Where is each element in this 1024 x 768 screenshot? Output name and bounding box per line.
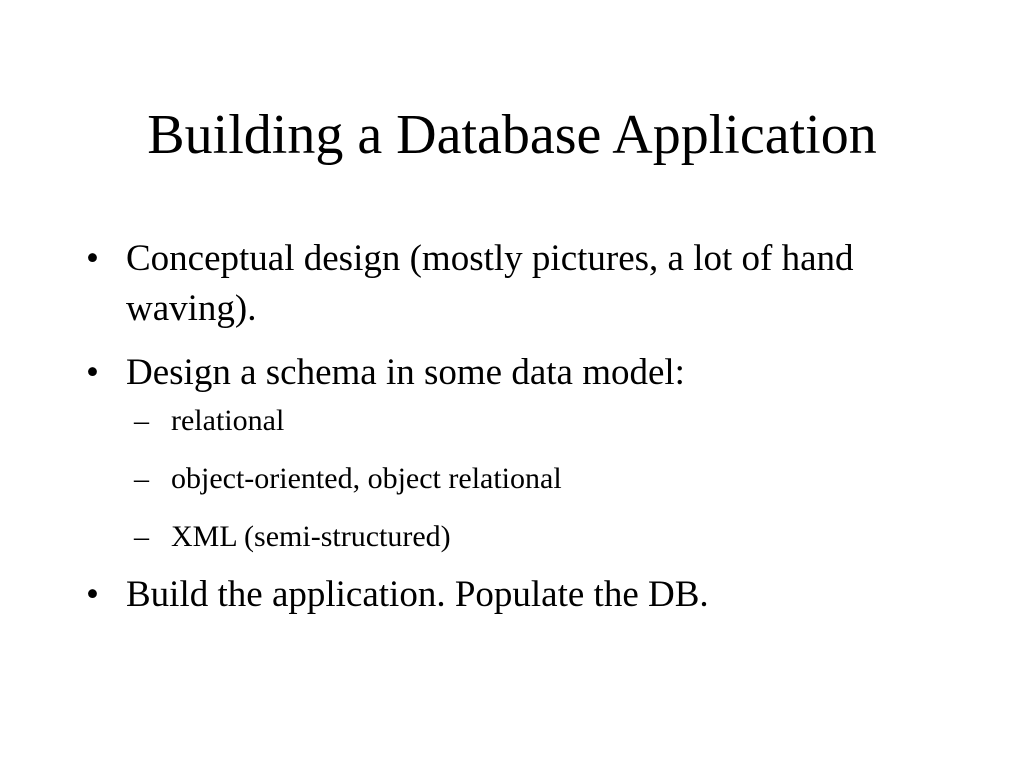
bullet-text: Conceptual design (mostly pictures, a lot of hand waving).: [126, 238, 854, 329]
sub-bullet-text: relational: [171, 404, 285, 437]
bullet-marker: •: [86, 352, 99, 393]
sub-bullet-marker: –: [134, 520, 149, 553]
bullet-list: [84, 234, 944, 634]
sub-bullet-text: XML (semi-structured): [171, 520, 451, 553]
bullet-marker: •: [86, 238, 99, 279]
bullet-item: [84, 234, 944, 334]
bullet-text: Design a schema in some data model:: [126, 352, 685, 393]
bullet-text: Build the application. Populate the DB.: [126, 574, 709, 615]
sub-bullet-text: object-oriented, object relational: [171, 462, 562, 495]
sub-bullet-item: [126, 518, 944, 556]
bullet-item: [84, 348, 944, 556]
sub-bullet-marker: –: [134, 404, 149, 437]
sub-bullet-item: [126, 402, 944, 440]
bullet-item: [84, 570, 944, 620]
slide-title: Building a Database Application: [147, 104, 877, 166]
bullet-marker: •: [86, 574, 99, 615]
sub-bullet-list: [126, 402, 944, 556]
sub-bullet-marker: –: [134, 462, 149, 495]
sub-bullet-item: [126, 460, 944, 498]
